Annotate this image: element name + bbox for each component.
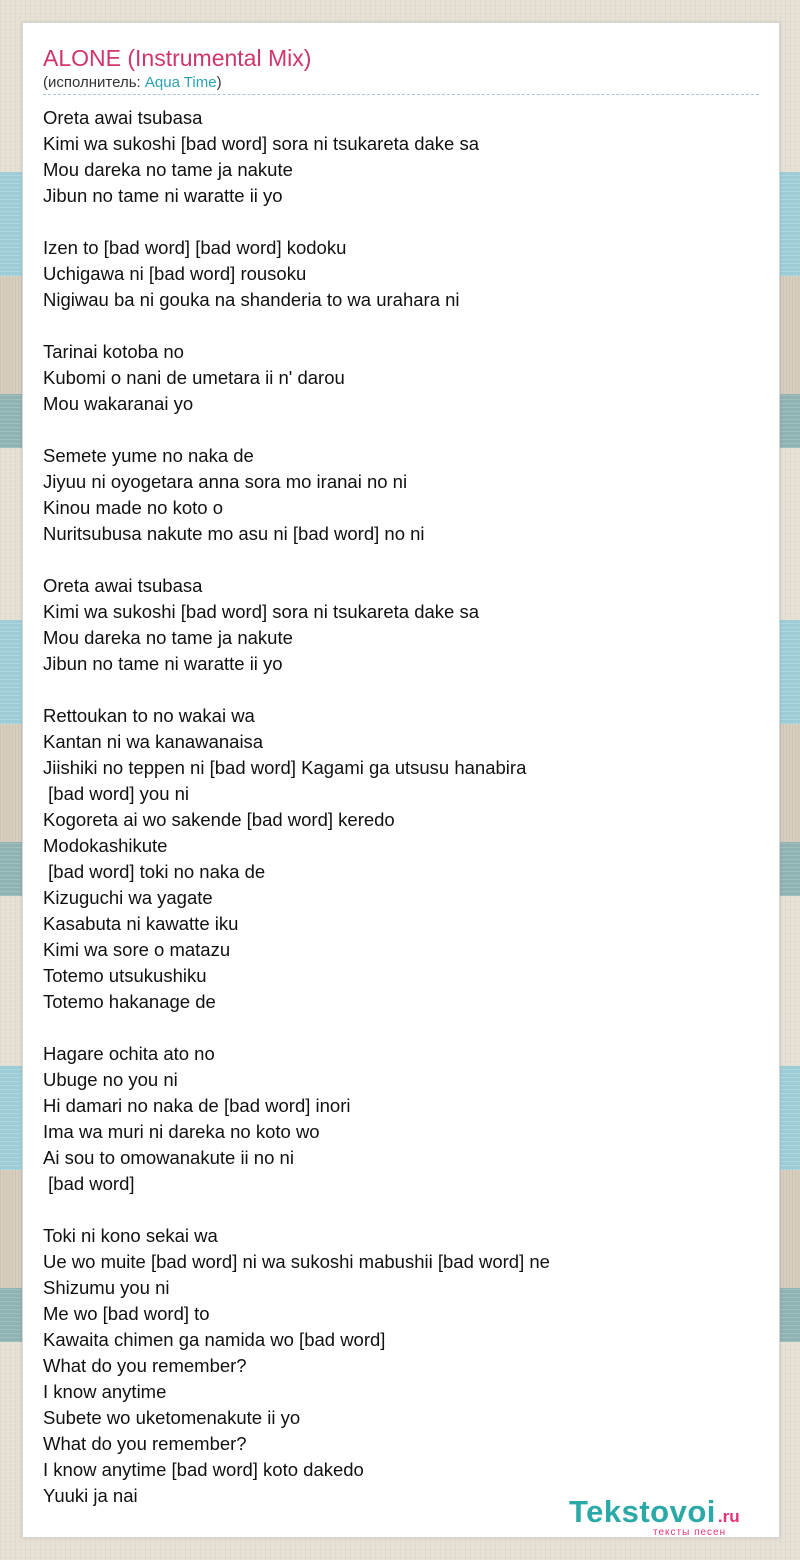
lyric-line: Ue wo muite [bad word] ni wa sukoshi mabushii [bad word] ne (43, 1251, 550, 1272)
lyric-line (43, 547, 763, 573)
lyric-line: Totemo hakanage de (43, 991, 216, 1012)
lyric-line: Ima wa muri ni dareka no koto wo (43, 1121, 320, 1142)
lyric-line: Modokashikute (43, 835, 168, 856)
performer-prefix: (исполнитель: (43, 74, 145, 91)
lyric-line: Rettoukan to no wakai wa (43, 705, 255, 726)
lyric-line: [bad word] you ni (43, 783, 190, 804)
lyric-line: Kizuguchi wa yagate (43, 887, 213, 908)
lyric-line (43, 417, 763, 443)
lyric-line: Mou dareka no tame ja nakute (43, 627, 293, 648)
lyric-line: Semete yume no naka de (43, 445, 254, 466)
lyric-line: Mou wakaranai yo (43, 393, 194, 414)
lyric-line: Me wo [bad word] to (43, 1303, 210, 1324)
lyric-line: Kawaita chimen ga namida wo [bad word] (43, 1329, 386, 1350)
lyric-line (43, 1015, 763, 1041)
lyric-line: Hi damari no naka de [bad word] inori (43, 1095, 351, 1116)
lyric-line: Tarinai kotoba no (43, 341, 184, 362)
lyric-line (43, 313, 763, 339)
lyric-line: Nuritsubusa nakute mo asu ni [bad word] no ni (43, 523, 425, 544)
song-title: ALONE (Instrumental Mix) (43, 45, 312, 71)
lyric-line (43, 677, 763, 703)
lyric-line: [bad word] toki no naka de (43, 861, 266, 882)
lyric-line: Kimi wa sore o matazu (43, 939, 231, 960)
lyric-line: Kubomi o nani de umetara ii n' darou (43, 367, 345, 388)
lyric-line: Jiishiki no teppen ni [bad word] Kagami ga utsusu hanabira (43, 757, 527, 778)
logo-tagline: тексты песен (653, 1527, 727, 1538)
lyric-line: Ubuge no you ni (43, 1069, 178, 1090)
lyric-line: Kimi wa sukoshi [bad word] sora ni tsukareta dake sa (43, 133, 479, 154)
lyric-line: Kantan ni wa kanawanaisa (43, 731, 264, 752)
lyric-line: Hagare ochita ato no (43, 1043, 215, 1064)
lyrics-body (43, 105, 763, 1509)
lyric-line: Ai sou to omowanakute ii no ni (43, 1147, 294, 1168)
lyric-line: Jibun no tame ni waratte ii yo (43, 185, 283, 206)
lyric-line: Kinou made no koto o (43, 497, 223, 518)
site-logo[interactable] (569, 1495, 779, 1539)
lyric-line: Oreta awai tsubasa (43, 107, 203, 128)
lyric-line: Yuuki ja nai (43, 1485, 138, 1506)
lyric-line: Totemo utsukushiku (43, 965, 207, 986)
lyric-line: Subete wo uketomenakute ii yo (43, 1407, 301, 1428)
lyric-line (43, 209, 763, 235)
lyric-line: I know anytime [bad word] koto dakedo (43, 1459, 364, 1480)
lyric-line: Oreta awai tsubasa (43, 575, 203, 596)
lyric-line: Jiyuu ni oyogetara anna sora mo iranai no ni (43, 471, 408, 492)
lyric-line: Shizumu you ni (43, 1277, 170, 1298)
header-divider (43, 94, 759, 95)
lyric-line: What do you remember? (43, 1433, 247, 1454)
lyric-line: Mou dareka no tame ja nakute (43, 159, 293, 180)
lyric-line: Nigiwau ba ni gouka na shanderia to wa urahara ni (43, 289, 460, 310)
lyric-line: Toki ni kono sekai wa (43, 1225, 218, 1246)
performer-line (43, 73, 222, 93)
lyric-line: I know anytime (43, 1381, 167, 1402)
logo-name: Tekstovoi (569, 1494, 716, 1529)
lyric-line: [bad word] (43, 1173, 135, 1194)
lyric-line (43, 1197, 763, 1223)
lyric-line: Kasabuta ni kawatte iku (43, 913, 239, 934)
performer-suffix: ) (216, 74, 222, 91)
logo-tld: .ru (717, 1507, 740, 1526)
artist-link[interactable]: Aqua Time (144, 74, 217, 91)
lyric-line: Jibun no tame ni waratte ii yo (43, 653, 283, 674)
lyric-line: Izen to [bad word] [bad word] kodoku (43, 237, 347, 258)
lyric-line: Kimi wa sukoshi [bad word] sora ni tsukareta dake sa (43, 601, 479, 622)
lyric-line: What do you remember? (43, 1355, 247, 1376)
lyrics-card (22, 22, 780, 1538)
lyric-line: Kogoreta ai wo sakende [bad word] keredo (43, 809, 395, 830)
lyric-line: Uchigawa ni [bad word] rousoku (43, 263, 307, 284)
